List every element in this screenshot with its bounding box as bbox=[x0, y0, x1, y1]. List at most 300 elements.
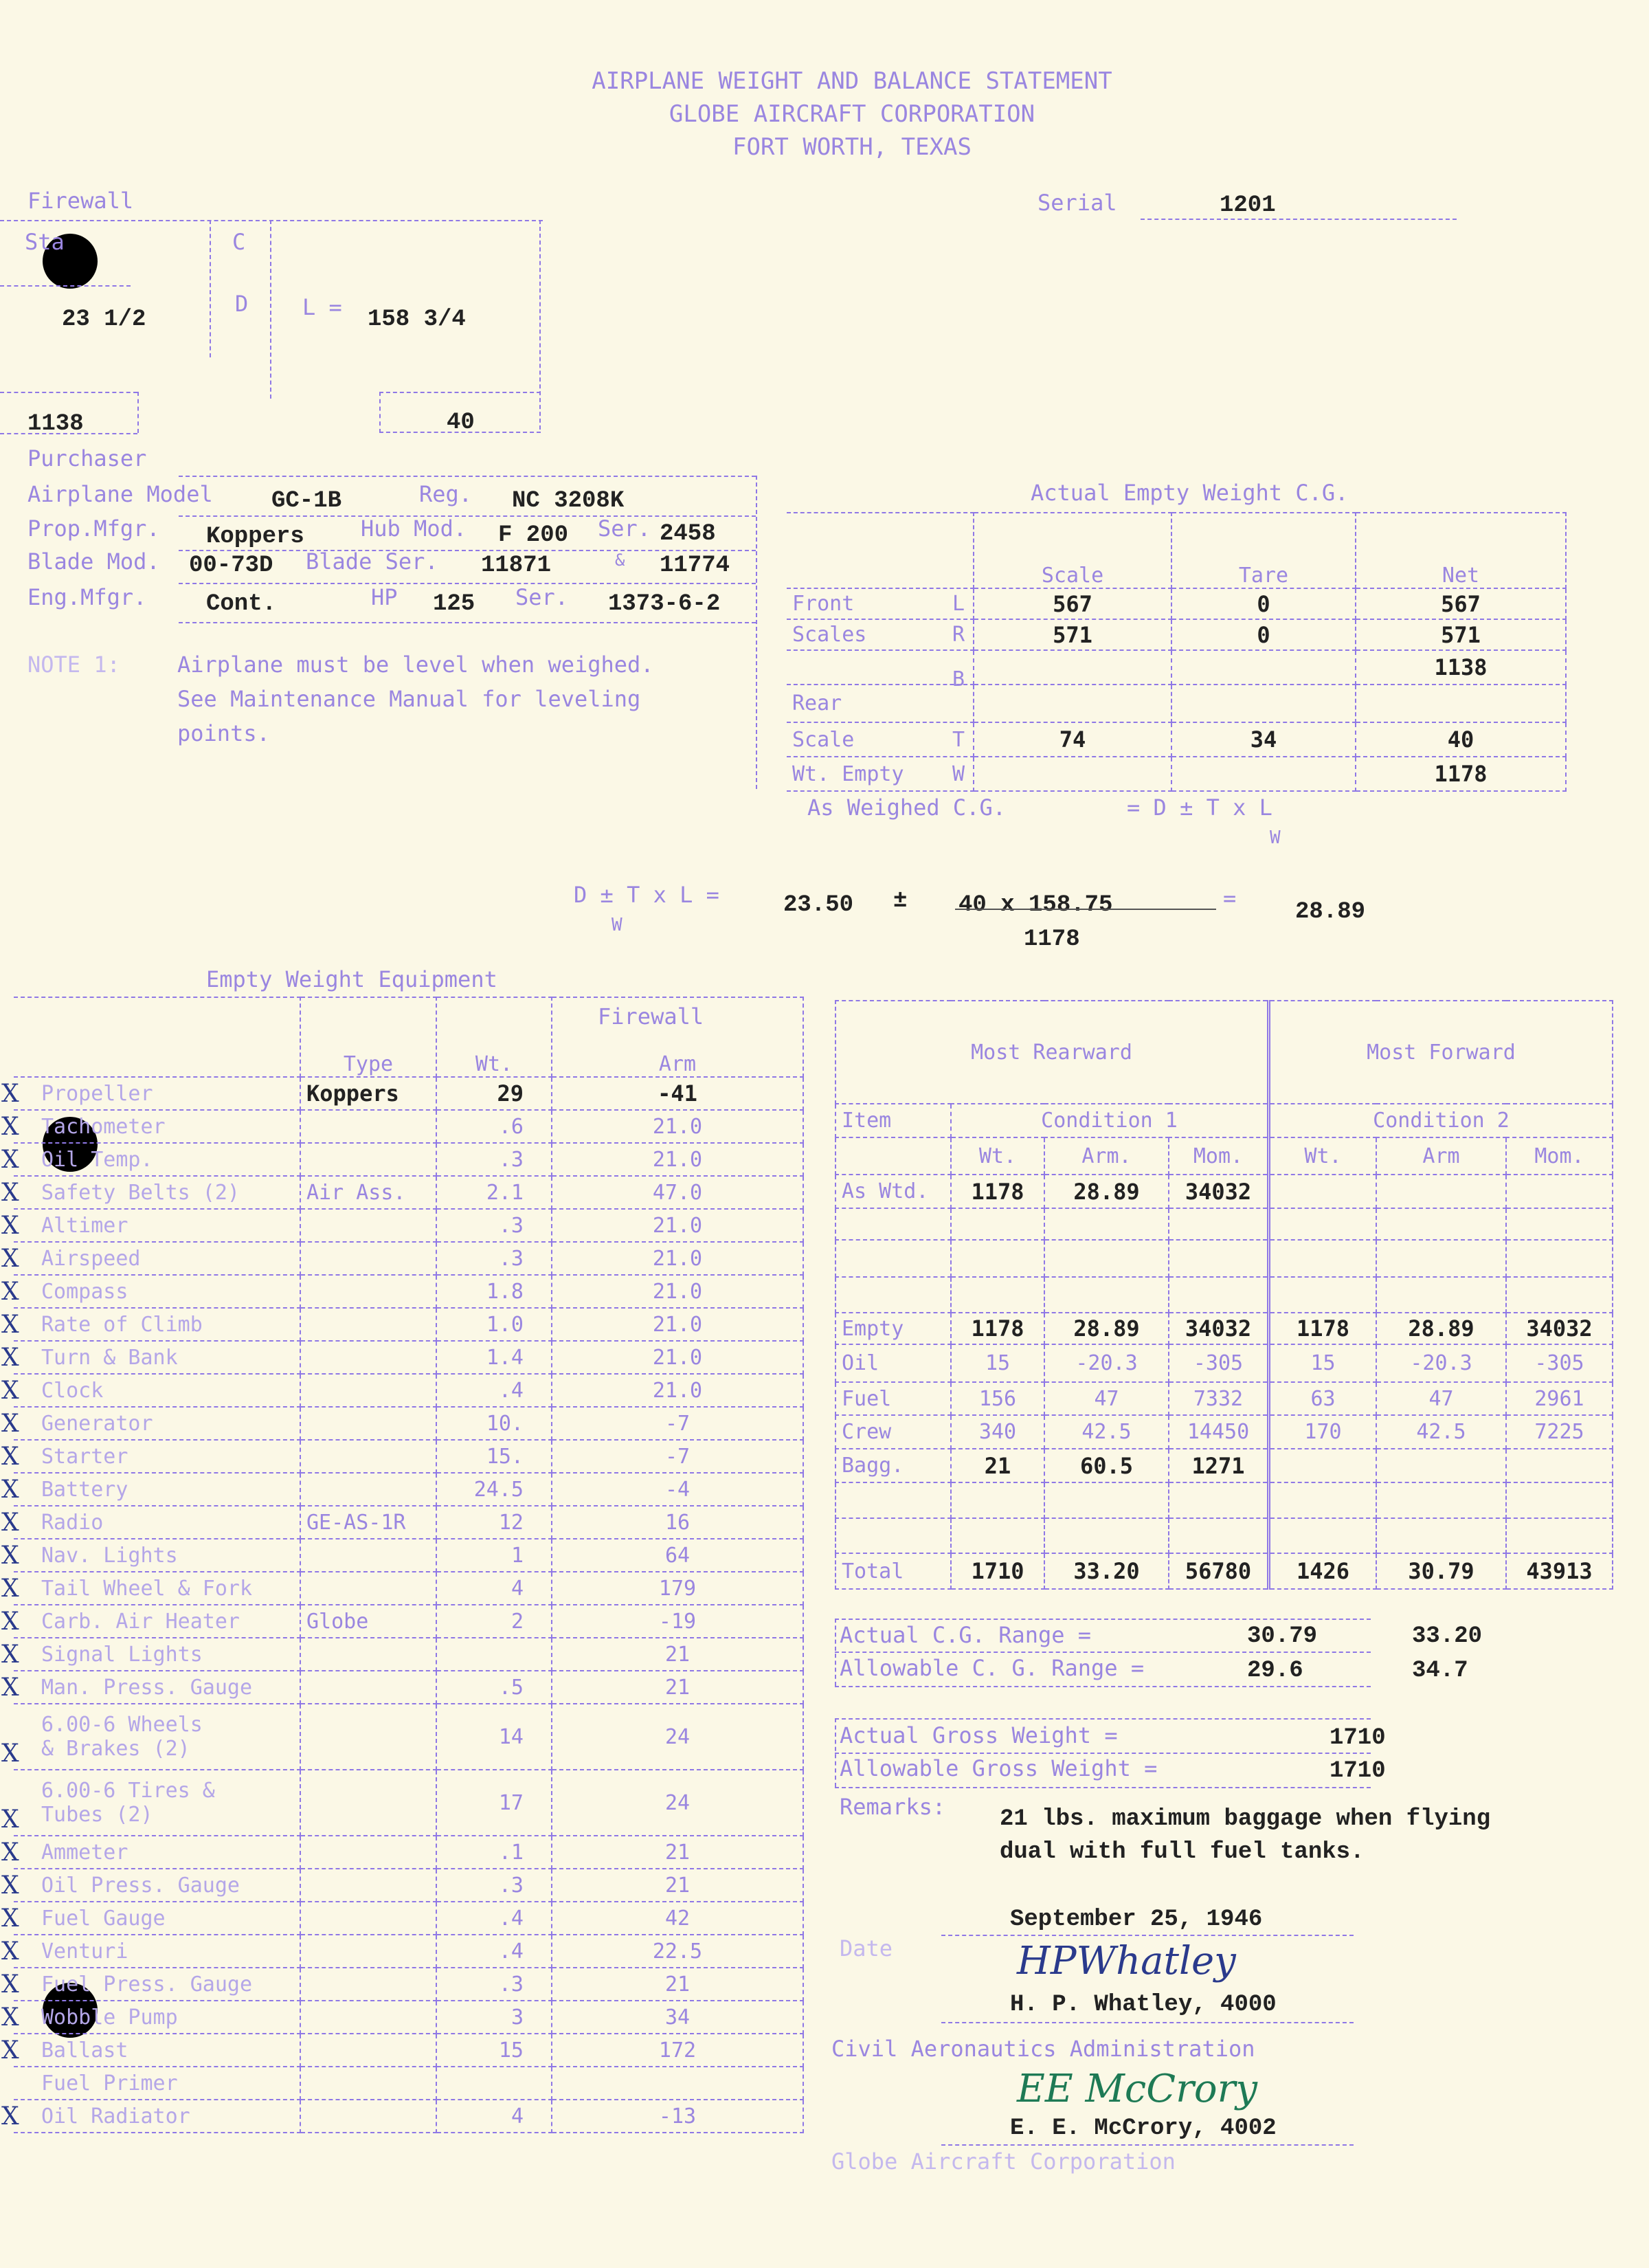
item-name bbox=[14, 1473, 300, 1506]
condition1-value: 340 bbox=[951, 1415, 1044, 1449]
equipment-row bbox=[14, 1143, 803, 1176]
item-type bbox=[300, 1341, 436, 1374]
cg-scale bbox=[974, 685, 1171, 722]
item-text: Ammeter bbox=[41, 1840, 128, 1865]
eng-ser-value: 1373-6-2 bbox=[608, 591, 721, 617]
loading-row bbox=[835, 1553, 1613, 1589]
item-weight: .4 bbox=[436, 1935, 552, 1968]
cg-tare bbox=[1171, 685, 1356, 722]
item-header: Item bbox=[835, 1104, 951, 1137]
check-mark: X bbox=[1, 1278, 19, 1306]
item-name bbox=[14, 1077, 300, 1110]
cg-row bbox=[787, 722, 1566, 757]
remarks-line: dual with full fuel tanks. bbox=[1000, 1839, 1365, 1865]
item-name bbox=[14, 2067, 300, 2100]
prop-mfgr-label: Prop.Mfgr. bbox=[27, 515, 160, 542]
loading-item: Fuel bbox=[835, 1382, 951, 1415]
formula-d: 23.50 bbox=[783, 892, 854, 918]
item-text: Battery bbox=[41, 1477, 128, 1502]
item-arm: -4 bbox=[552, 1473, 803, 1506]
equipment-row bbox=[14, 1902, 803, 1935]
item-text: Oil Press. Gauge bbox=[41, 1873, 240, 1898]
condition1-value bbox=[951, 1240, 1044, 1277]
cg-row bbox=[787, 650, 1566, 685]
item-name bbox=[14, 2001, 300, 2034]
date-value: September 25, 1946 bbox=[1010, 1906, 1263, 1933]
item-type bbox=[300, 1836, 436, 1869]
cg-tare bbox=[1171, 650, 1356, 685]
condition1-value: -305 bbox=[1169, 1344, 1269, 1382]
check-mark: X bbox=[1, 1410, 19, 1438]
item-weight: 10. bbox=[436, 1407, 552, 1440]
item-name bbox=[14, 1869, 300, 1902]
item-type bbox=[300, 1902, 436, 1935]
date-label: Date bbox=[840, 1935, 893, 1961]
hub-ser-value: 2458 bbox=[660, 521, 716, 547]
item-text: Wobble Pump bbox=[41, 2005, 178, 2030]
hub-mod-value: F 200 bbox=[498, 522, 569, 548]
condition1-value bbox=[1169, 1208, 1269, 1240]
item-type bbox=[300, 1110, 436, 1143]
equipment-row bbox=[14, 1407, 803, 1440]
signature-mccrory: EE McCrory bbox=[1017, 2067, 1257, 2111]
equipment-row bbox=[14, 1341, 803, 1374]
item-arm bbox=[552, 2067, 803, 2100]
condition2-value: 42.5 bbox=[1376, 1415, 1506, 1449]
item-type bbox=[300, 2034, 436, 2067]
purchaser-label: Purchaser bbox=[27, 445, 147, 471]
actual-cg-min: 30.79 bbox=[1247, 1623, 1318, 1649]
prop-mfgr-value: Koppers bbox=[206, 524, 304, 550]
d-label: D bbox=[235, 291, 249, 317]
item-arm: 21 bbox=[552, 1869, 803, 1902]
condition1-value bbox=[1169, 1482, 1269, 1518]
condition2-value bbox=[1269, 1240, 1377, 1277]
item-text: & Brakes (2) bbox=[41, 1737, 190, 1761]
condition1-value bbox=[951, 1518, 1044, 1553]
condition2-value: 1178 bbox=[1269, 1313, 1377, 1344]
item-arm: -19 bbox=[552, 1605, 803, 1638]
item-name bbox=[14, 1968, 300, 2001]
check-mark: X bbox=[1, 1904, 19, 1933]
cg-row bbox=[787, 619, 1566, 650]
most-rearward-header: Most Rearward bbox=[835, 1001, 1269, 1104]
firewall-label: Firewall bbox=[27, 188, 134, 214]
item-weight: 15 bbox=[436, 2034, 552, 2067]
condition1-value: 34032 bbox=[1169, 1175, 1269, 1208]
loading-table bbox=[835, 1000, 1613, 1590]
condition2-value: 34032 bbox=[1506, 1313, 1613, 1344]
equipment-row bbox=[14, 1176, 803, 1209]
equipment-row bbox=[14, 1242, 803, 1275]
equipment-row bbox=[14, 2034, 803, 2067]
equipment-row bbox=[14, 1506, 803, 1539]
equipment-row bbox=[14, 1209, 803, 1242]
item-text: Generator bbox=[41, 1411, 153, 1436]
check-mark: X bbox=[1, 1805, 19, 1834]
item-type bbox=[300, 1935, 436, 1968]
check-mark: X bbox=[1, 1311, 19, 1339]
item-arm: 24 bbox=[552, 1770, 803, 1836]
row-label-text: Scales bbox=[792, 623, 867, 647]
col-header: Net bbox=[1356, 513, 1566, 588]
reg-label: Reg. bbox=[419, 481, 473, 507]
hp-value: 125 bbox=[433, 591, 475, 617]
item-name bbox=[14, 1770, 300, 1836]
condition2-header: Condition 2 bbox=[1269, 1104, 1613, 1137]
item-weight: 2 bbox=[436, 1605, 552, 1638]
condition1-value bbox=[1169, 1518, 1269, 1553]
equipment-row bbox=[14, 1275, 803, 1308]
cg-row bbox=[787, 757, 1566, 791]
most-forward-header: Most Forward bbox=[1269, 1001, 1613, 1104]
item-weight: 12 bbox=[436, 1506, 552, 1539]
check-mark: X bbox=[1, 1377, 19, 1405]
condition1-value: 33.20 bbox=[1044, 1553, 1169, 1589]
row-code: W bbox=[952, 761, 965, 786]
check-mark: X bbox=[1, 1739, 19, 1768]
condition1-value: 1271 bbox=[1169, 1449, 1269, 1482]
condition1-value: 56780 bbox=[1169, 1553, 1269, 1589]
condition1-value: 21 bbox=[951, 1449, 1044, 1482]
item-arm: 21.0 bbox=[552, 1341, 803, 1374]
item-type bbox=[300, 2001, 436, 2034]
item-weight: 24.5 bbox=[436, 1473, 552, 1506]
equipment-title: Empty Weight Equipment bbox=[206, 966, 497, 992]
item-weight: .4 bbox=[436, 1902, 552, 1935]
condition1-value bbox=[1169, 1277, 1269, 1313]
condition2-value: 1426 bbox=[1269, 1553, 1377, 1589]
condition2-value bbox=[1506, 1449, 1613, 1482]
item-text: Airspeed bbox=[41, 1246, 141, 1271]
item-name bbox=[14, 1440, 300, 1473]
condition1-value: -20.3 bbox=[1044, 1344, 1169, 1382]
loading-row bbox=[835, 1208, 1613, 1240]
item-arm: 22.5 bbox=[552, 1935, 803, 1968]
condition1-value bbox=[951, 1482, 1044, 1518]
item-name bbox=[14, 1539, 300, 1572]
d-value: 23 1/2 bbox=[62, 307, 146, 333]
item-arm: 21.0 bbox=[552, 1143, 803, 1176]
equipment-row bbox=[14, 2001, 803, 2034]
eng-mfgr-label: Eng.Mfgr. bbox=[27, 584, 147, 610]
condition1-value: 14450 bbox=[1169, 1415, 1269, 1449]
condition2-value: 28.89 bbox=[1376, 1313, 1506, 1344]
item-arm: -7 bbox=[552, 1407, 803, 1440]
sig2-name: E. E. McCrory, 4002 bbox=[1010, 2115, 1277, 2142]
note-label: NOTE 1: bbox=[27, 652, 120, 678]
blade-ser-label: Blade Ser. bbox=[306, 548, 438, 575]
item-weight: .4 bbox=[436, 1374, 552, 1407]
as-weighed-formula: = D ± T x L bbox=[1127, 794, 1272, 821]
col-header: Tare bbox=[1171, 513, 1356, 588]
loading-item: Crew bbox=[835, 1415, 951, 1449]
equipment-row bbox=[14, 1077, 803, 1110]
item-text: Fuel Press. Gauge bbox=[41, 1972, 253, 1997]
cg-scale: 571 bbox=[974, 619, 1171, 650]
cg-net: 1138 bbox=[1356, 650, 1566, 685]
col-header: Wt. bbox=[1269, 1137, 1377, 1175]
item-name bbox=[14, 1110, 300, 1143]
item-name bbox=[14, 1506, 300, 1539]
item-name bbox=[14, 2100, 300, 2133]
condition2-value bbox=[1506, 1482, 1613, 1518]
cg-scale bbox=[974, 757, 1171, 791]
item-text: Propeller bbox=[41, 1081, 153, 1106]
col-header: Type bbox=[300, 997, 436, 1077]
blade-ser-value-2: 11774 bbox=[660, 553, 730, 579]
item-name bbox=[14, 1572, 300, 1605]
reg-value: NC 3208K bbox=[512, 488, 625, 514]
item-arm: 47.0 bbox=[552, 1176, 803, 1209]
item-type bbox=[300, 1440, 436, 1473]
item-type bbox=[300, 2100, 436, 2133]
row-label-text: Front bbox=[792, 592, 855, 616]
allowable-cg-max: 34.7 bbox=[1412, 1658, 1468, 1684]
item-arm: 21 bbox=[552, 1638, 803, 1671]
equipment-row bbox=[14, 1836, 803, 1869]
check-mark: X bbox=[1, 2102, 19, 2131]
item-text: Man. Press. Gauge bbox=[41, 1675, 253, 1700]
row-code: R bbox=[952, 623, 965, 647]
check-mark: X bbox=[1, 1674, 19, 1702]
blade-mod-value: 00-73D bbox=[189, 553, 273, 579]
equipment-row bbox=[14, 1473, 803, 1506]
item-arm: 21 bbox=[552, 1671, 803, 1704]
sig1-name: H. P. Whatley, 4000 bbox=[1010, 1992, 1277, 2018]
item-name bbox=[14, 1605, 300, 1638]
item-text: Safety Belts (2) bbox=[41, 1180, 240, 1205]
company-name: GLOBE AIRCRAFT CORPORATION bbox=[669, 100, 1035, 128]
item-type bbox=[300, 1572, 436, 1605]
condition1-value bbox=[1169, 1240, 1269, 1277]
check-mark: X bbox=[1, 1575, 19, 1603]
condition2-value bbox=[1376, 1240, 1506, 1277]
remarks-line: 21 lbs. maximum baggage when flying bbox=[1000, 1806, 1491, 1832]
serial-label: Serial bbox=[1037, 190, 1117, 216]
item-arm: -41 bbox=[552, 1077, 803, 1110]
allowable-gross-label: Allowable Gross Weight = bbox=[840, 1755, 1158, 1781]
item-weight: 1.8 bbox=[436, 1275, 552, 1308]
item-name bbox=[14, 1209, 300, 1242]
loading-item bbox=[835, 1518, 951, 1553]
check-mark: X bbox=[1, 1443, 19, 1471]
equipment-row bbox=[14, 1308, 803, 1341]
formula-lhs: D ± T x L = bbox=[574, 882, 719, 908]
condition2-value bbox=[1269, 1208, 1377, 1240]
formula-plus: ± bbox=[893, 888, 908, 914]
condition1-value: 47 bbox=[1044, 1382, 1169, 1415]
item-weight: 3 bbox=[436, 2001, 552, 2034]
item-type: GE-AS-1R bbox=[300, 1506, 436, 1539]
cg-scale bbox=[974, 650, 1171, 685]
equipment-row bbox=[14, 1671, 803, 1704]
condition2-value: 43913 bbox=[1506, 1553, 1613, 1589]
loading-row bbox=[835, 1175, 1613, 1208]
loading-row bbox=[835, 1344, 1613, 1382]
condition2-value bbox=[1506, 1240, 1613, 1277]
item-weight bbox=[436, 1638, 552, 1671]
actual-gross-label: Actual Gross Weight = bbox=[840, 1722, 1118, 1748]
sig2-org: Globe Aircraft Corporation bbox=[831, 2148, 1176, 2175]
cg-row bbox=[787, 588, 1566, 619]
equipment-row bbox=[14, 1770, 803, 1836]
cg-net: 571 bbox=[1356, 619, 1566, 650]
item-type bbox=[300, 1869, 436, 1902]
item-arm: -13 bbox=[552, 2100, 803, 2133]
loading-item bbox=[835, 1277, 951, 1313]
condition2-value: -305 bbox=[1506, 1344, 1613, 1382]
remarks-label: Remarks: bbox=[840, 1794, 946, 1820]
equipment-row bbox=[14, 1374, 803, 1407]
actual-gross-value: 1710 bbox=[1330, 1725, 1386, 1751]
item-arm: -7 bbox=[552, 1440, 803, 1473]
equipment-row bbox=[14, 1935, 803, 1968]
check-mark: X bbox=[1, 1146, 19, 1174]
condition2-value bbox=[1376, 1175, 1506, 1208]
cg-net bbox=[1356, 685, 1566, 722]
condition2-value: 63 bbox=[1269, 1382, 1377, 1415]
item-arm: 21.0 bbox=[552, 1374, 803, 1407]
empty-cg-table bbox=[787, 512, 1567, 792]
firewall-arm-label: Firewall bbox=[598, 1003, 704, 1030]
condition1-value bbox=[1044, 1240, 1169, 1277]
item-weight: 29 bbox=[436, 1077, 552, 1110]
l-label: L = bbox=[302, 294, 342, 320]
check-mark: X bbox=[1, 1212, 19, 1240]
item-arm: 172 bbox=[552, 2034, 803, 2067]
row-label bbox=[787, 619, 974, 650]
hub-mod-label: Hub Mod. bbox=[361, 515, 467, 542]
condition1-value: 28.89 bbox=[1044, 1313, 1169, 1344]
item-name bbox=[14, 2034, 300, 2067]
condition2-value bbox=[1506, 1208, 1613, 1240]
item-name bbox=[14, 1407, 300, 1440]
check-mark: X bbox=[1, 1970, 19, 1999]
loading-item: Bagg. bbox=[835, 1449, 951, 1482]
check-mark: X bbox=[1, 1937, 19, 1966]
condition2-value bbox=[1376, 1482, 1506, 1518]
condition2-value: 170 bbox=[1269, 1415, 1377, 1449]
actual-cg-label: Actual C.G. Range = bbox=[840, 1622, 1092, 1648]
cg-tare bbox=[1171, 757, 1356, 791]
actual-cg-max: 33.20 bbox=[1412, 1623, 1483, 1649]
c-label: C bbox=[232, 229, 246, 255]
formula-lhs-denominator: W bbox=[612, 915, 622, 935]
item-name bbox=[14, 1638, 300, 1671]
check-mark: X bbox=[1, 1608, 19, 1636]
condition2-value: 2961 bbox=[1506, 1382, 1613, 1415]
item-weight: .3 bbox=[436, 1143, 552, 1176]
item-text: Oil Temp. bbox=[41, 1147, 153, 1172]
item-type: Air Ass. bbox=[300, 1176, 436, 1209]
item-type bbox=[300, 1143, 436, 1176]
equipment-row bbox=[14, 1572, 803, 1605]
condition2-value bbox=[1506, 1175, 1613, 1208]
condition1-value bbox=[951, 1277, 1044, 1313]
blade-ser-amp: & bbox=[615, 551, 625, 570]
cg-tare: 0 bbox=[1171, 588, 1356, 619]
item-weight: 1 bbox=[436, 1539, 552, 1572]
item-name bbox=[14, 1902, 300, 1935]
condition2-value bbox=[1376, 1518, 1506, 1553]
model-label: Airplane Model bbox=[27, 481, 213, 507]
item-text: Tachometer bbox=[41, 1114, 166, 1139]
cg-net: 1178 bbox=[1356, 757, 1566, 791]
col-header: Mom. bbox=[1506, 1137, 1613, 1175]
sig1-org: Civil Aeronautics Administration bbox=[831, 2036, 1255, 2062]
formula-equals: = bbox=[1223, 885, 1237, 911]
item-weight: .6 bbox=[436, 1110, 552, 1143]
item-arm: 21 bbox=[552, 1836, 803, 1869]
item-text: Carb. Air Heater bbox=[41, 1609, 240, 1634]
row-code: T bbox=[952, 727, 965, 752]
item-text: Compass bbox=[41, 1279, 128, 1304]
item-arm: 21.0 bbox=[552, 1308, 803, 1341]
condition1-value bbox=[1044, 1277, 1169, 1313]
col-header: Arm. bbox=[1044, 1137, 1169, 1175]
item-arm: 21.0 bbox=[552, 1209, 803, 1242]
loading-row bbox=[835, 1277, 1613, 1313]
row-label-text: Rear bbox=[792, 691, 842, 715]
item-name bbox=[14, 1704, 300, 1770]
formula-result: 28.89 bbox=[1295, 899, 1366, 925]
condition1-value: 42.5 bbox=[1044, 1415, 1169, 1449]
cg-scale: 567 bbox=[974, 588, 1171, 619]
loading-row bbox=[835, 1382, 1613, 1415]
item-weight: .1 bbox=[436, 1836, 552, 1869]
loading-item: Total bbox=[835, 1553, 951, 1589]
cg-net: 40 bbox=[1356, 722, 1566, 757]
item-weight: 14 bbox=[436, 1704, 552, 1770]
item-type bbox=[300, 1275, 436, 1308]
condition1-header: Condition 1 bbox=[951, 1104, 1269, 1137]
equipment-row bbox=[14, 1440, 803, 1473]
loading-item bbox=[835, 1208, 951, 1240]
item-name bbox=[14, 1836, 300, 1869]
item-weight: .3 bbox=[436, 1968, 552, 2001]
item-type bbox=[300, 1308, 436, 1341]
allowable-cg-label: Allowable C. G. Range = bbox=[840, 1655, 1145, 1681]
check-mark: X bbox=[1, 1838, 19, 1867]
item-name bbox=[14, 1308, 300, 1341]
item-name bbox=[14, 1935, 300, 1968]
loading-item: Oil bbox=[835, 1344, 951, 1382]
check-mark: X bbox=[1, 1871, 19, 1900]
check-mark: X bbox=[1, 2036, 19, 2065]
sta-label: Sta bbox=[25, 229, 65, 255]
item-arm: 16 bbox=[552, 1506, 803, 1539]
item-arm: 24 bbox=[552, 1704, 803, 1770]
item-text: Tubes (2) bbox=[41, 1803, 153, 1827]
item-name bbox=[14, 1671, 300, 1704]
row-label-text: Wt. Empty bbox=[792, 761, 904, 786]
item-text: 6.00-6 Tires & bbox=[41, 1779, 215, 1803]
row-code: B bbox=[952, 667, 965, 691]
item-weight: .3 bbox=[436, 1869, 552, 1902]
item-type bbox=[300, 2067, 436, 2100]
item-name bbox=[14, 1341, 300, 1374]
condition2-value bbox=[1376, 1449, 1506, 1482]
condition2-value bbox=[1269, 1175, 1377, 1208]
condition1-value bbox=[951, 1208, 1044, 1240]
allowable-gross-value: 1710 bbox=[1330, 1758, 1386, 1784]
item-weight: 1.0 bbox=[436, 1308, 552, 1341]
formula-denominator: 1178 bbox=[1024, 926, 1080, 953]
cg-tare: 34 bbox=[1171, 722, 1356, 757]
item-weight: 15. bbox=[436, 1440, 552, 1473]
as-weighed-label: As Weighed C.G. bbox=[807, 794, 1006, 821]
